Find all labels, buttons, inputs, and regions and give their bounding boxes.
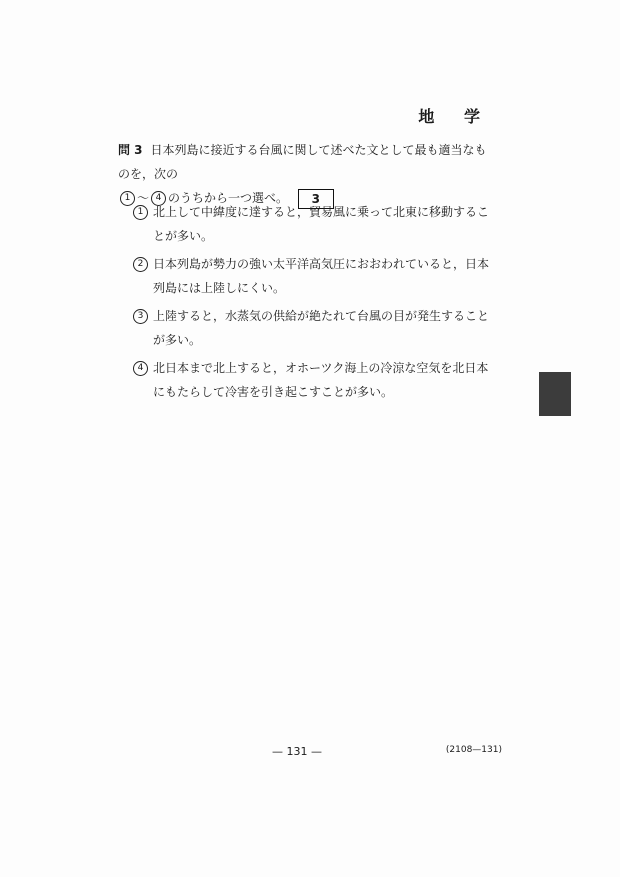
range-end-badge: 4 xyxy=(151,191,166,206)
option-text: 北上して中緯度に達すると，貿易風に乗って北東に移動することが多い。 xyxy=(153,205,490,243)
answer-box[interactable]: 3 xyxy=(298,189,334,209)
option-item-2[interactable] xyxy=(133,252,498,300)
option-number-badge: 4 xyxy=(133,361,148,376)
page-number: — 131 — xyxy=(272,745,322,758)
option-item-1[interactable] xyxy=(133,200,498,248)
stem-text-line2: のうちから一つ選べ。 xyxy=(168,191,289,205)
option-list xyxy=(133,200,498,408)
option-text: 上陸すると，水蒸気の供給が絶たれて台風の目が発生することが多い。 xyxy=(153,309,490,347)
option-text: 日本列島が勢力の強い太平洋高気圧におおわれていると，日本列島には上陸しにくい。 xyxy=(153,257,490,295)
option-number-badge: 1 xyxy=(133,205,148,220)
range-tilde: ～ xyxy=(137,191,150,205)
section-tab-marker xyxy=(539,372,571,416)
option-number-badge: 3 xyxy=(133,309,148,324)
range-start-badge: 1 xyxy=(120,191,135,206)
question-label: 問 3 xyxy=(118,143,143,157)
subject-title: 地 学 xyxy=(418,107,492,126)
option-item-3[interactable] xyxy=(133,304,498,352)
option-item-4[interactable] xyxy=(133,356,498,404)
page-code: (2108—131) xyxy=(445,745,502,755)
option-number-badge: 2 xyxy=(133,257,148,272)
stem-text-line1: 日本列島に接近する台風に関して述べた文として最も適当なものを，次の xyxy=(118,143,487,181)
option-text: 北日本まで北上すると，オホーツク海上の冷涼な空気を北日本にもたらして冷害を引き起こすことが多い。 xyxy=(153,361,489,399)
